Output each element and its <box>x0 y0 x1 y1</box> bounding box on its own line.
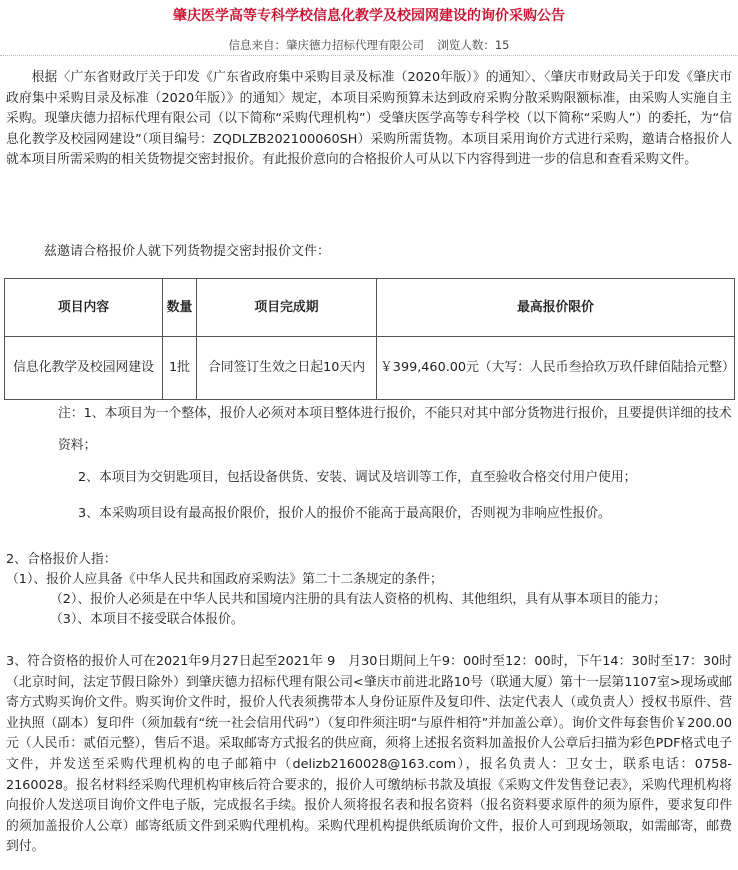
note-2: 2、本项目为交钥匙项目，包括设备供货、安装、调试及培训等工作，直至验收合格交付用户使用； <box>78 470 637 485</box>
table-header-row <box>5 279 735 337</box>
note-1: 注：1、本项目为一个整体，报价人必须对本项目整体进行报价，不能只对其中部分货物进行报价，且要提供详细的技术资料； <box>58 406 732 453</box>
source-name: 肇庆德力招标代理有限公司 <box>286 38 425 52</box>
intro-paragraph: 根据〈广东省财政厅关于印发《广东省政府集中采购目录及标准（2020年版）》的通知〉、〈肇庆市财政局关于印发《肇庆市政府集中采购目录及标准（2020年版）》的通知〉规定，本项目采购预算未达到政府采购分散采购限额标准，由采购人实施自主采购。现肇庆德力招标代理有限公司（以下简称“采购代理机构”）受肇庆医学高等专科学校（以下简称“采购人”）的委托，为“信息化教学及校园网建设”（项目编号：ZQDLZB202100060SH）采购所需货物。本项目采用询价方式进行采购，邀请合格报价人就本项目所需采购的相关货物提交密封报价。有此报价意向的合格报价人可从以下内容得到进一步的信息和查看采购文件。 <box>6 70 732 168</box>
header-price-limit: 最高报价限价 <box>377 279 735 337</box>
views-count: 15 <box>494 38 510 52</box>
header-quantity: 数量 <box>163 279 197 337</box>
section-2-heading: 2、合格报价人指： <box>6 552 117 567</box>
header-project: 项目内容 <box>5 279 163 337</box>
cell-price-limit: ￥399,460.00元（大写：人民币叁拾玖万玖仟肆佰陆拾元整） <box>377 337 735 400</box>
section-2-item-1: （1）、报价人应具备《中华人民共和国政府采购法》第二十二条规定的条件； <box>6 572 443 587</box>
section-3-paragraph: 3、符合资格的报价人可在2021年9月27日起至2021年 9 月30日期间上午9：00时至12：00时，下午14：30时至17：30时（北京时间，法定节假日除外）到肇庆德力招标代理有限公司<肇庆市前进北路10号（联通大厦）第十一层第1107室>现场或邮寄方式购买询价文件。购买询价文件时，报价人代表须携带本人身份证原件及复印件、法定代表人（或负责人）授权书原件、营业执照（副本）复印件（须加载有“统一社会信用代码”）（复印件须注明“与原件相符”并加盖公章）。询价文件每套售价￥200.00元（人民币：贰佰元整），售后不退。采取邮寄方式报名的供应商，须将上述报名资料加盖报价人公章后扫描为彩色PDF格式电子文件，并发送至采购代理机构的电子邮箱中（delizb2160028@163.com），报名负责人：卫女士，联系电话：0758-2160028。报名材料经采购代理机构审核后符合要求的，报价人可缴纳标书款及填报《采购文件发售登记表》，采购代理机构将向报价人发送项目询价文件电子版，完成报名手续。报价人须将报名表和报名资料（报名资料要求原件的须为原件，要求复印件的须加盖报价人公章）邮寄纸质文件到采购代理机构。采购代理机构提供纸质询价文件，报价人可到现场领取，如需邮寄，邮费到付。 <box>6 654 732 855</box>
page-title: 肇庆医学高等专科学校信息化教学及校园网建设的询价采购公告 <box>173 8 565 24</box>
table-row <box>5 337 735 400</box>
source-label: 信息来自： <box>228 38 287 52</box>
section-2-item-3: （3）、本项目不接受联合体报价。 <box>50 612 244 627</box>
cell-project: 信息化教学及校园网建设 <box>5 337 163 400</box>
section-2-item-2: （2）、报价人必须是在中华人民共和国境内注册的具有法人资格的机构、其他组织，具有从事本项目的能力； <box>50 592 666 607</box>
quote-table <box>4 278 735 400</box>
article-meta <box>0 34 738 56</box>
views-label: 浏览人数： <box>437 38 495 52</box>
cell-period: 合同签订生效之日起10天内 <box>197 337 377 400</box>
cell-quantity: 1批 <box>163 337 197 400</box>
invite-text: 兹邀请合格报价人就下列货物提交密封报价文件： <box>44 244 331 259</box>
note-3: 3、本采购项目设有最高报价限价，报价人的报价不能高于最高限价，否则视为非响应性报价。 <box>78 506 611 521</box>
header-period: 项目完成期 <box>197 279 377 337</box>
